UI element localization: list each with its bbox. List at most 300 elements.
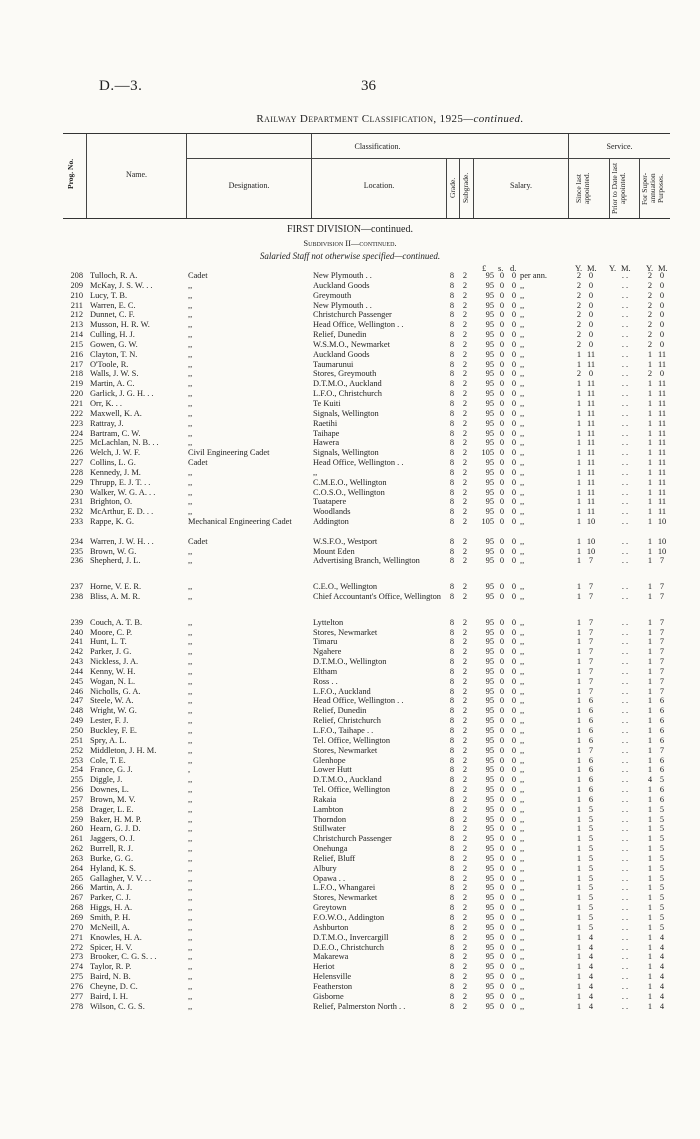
superannuation-years: 1 [647,592,653,601]
salary-pence: 0 [511,592,517,601]
salary-pounds: 95 [485,952,494,962]
subgrade: 2 [462,487,468,497]
col-classification: Classification. [354,142,401,151]
location: Lower Hutt [313,765,352,775]
superannuation-months: 6 [659,785,665,795]
table-row [0,962,700,972]
salary-pence: 0 [511,359,517,369]
salary-period: ,, [520,448,525,458]
subgrade: 2 [462,972,468,982]
subgrade: 2 [462,271,468,280]
prior-service-blank: . . [621,290,629,300]
location: Eltham [313,666,338,676]
superannuation-months: 6 [659,725,665,735]
salary-period: ,, [520,696,525,706]
service-months: 7 [588,637,594,647]
superannuation-years: 1 [647,556,653,566]
table-row [0,647,700,657]
salary-pounds: 95 [485,320,494,330]
table-row [0,824,700,834]
prog-number: 264 [70,863,83,873]
designation: ,, [188,657,193,667]
service-months: 10 [586,536,596,546]
prog-number: 250 [70,725,83,735]
service-years: 1 [576,962,582,972]
salary-period: ,, [520,310,525,320]
grade: 8 [449,775,455,785]
service-months: 5 [588,834,594,844]
salary-pence: 0 [511,853,517,863]
designation: ,, [188,932,193,942]
salary-pounds: 95 [485,477,494,487]
subgrade: 2 [462,290,468,300]
table-row [0,556,700,576]
superannuation-years: 1 [647,637,653,647]
service-years: 1 [576,556,582,566]
grade: 8 [449,942,455,952]
service-years: 1 [576,844,582,854]
salary-pence: 0 [511,582,517,592]
service-years: 2 [576,280,582,290]
running-title-suffix: —continued. [463,113,524,125]
col-prog-no: Prog. No. [66,158,75,190]
salary-period: ,, [520,497,525,507]
salary-pence: 0 [511,932,517,942]
superannuation-months: 7 [659,637,665,647]
superannuation-months: 5 [659,863,665,873]
salary-shillings: 0 [499,706,505,716]
prog-number: 212 [70,310,83,320]
prior-service-blank: . . [621,592,629,601]
service-years: 2 [576,290,582,300]
service-years: 1 [576,627,582,637]
superannuation-years: 1 [647,883,653,893]
table-row [0,706,700,716]
prog-number: 224 [70,428,83,438]
prog-number: 271 [70,932,83,942]
prior-service-blank: . . [621,794,629,804]
service-months: 11 [586,507,596,517]
superannuation-years: 1 [647,873,653,883]
subgrade: 2 [462,765,468,775]
salary-shillings: 0 [499,592,505,601]
salary-period: ,, [520,438,525,448]
salary-pence: 0 [511,863,517,873]
service-years: 1 [576,379,582,389]
designation: Cadet [188,271,208,280]
designation: ,, [188,942,193,952]
table-row [0,360,700,370]
designation: ,, [188,676,193,686]
prior-service-blank: . . [621,428,629,438]
designation: ,, [188,952,193,962]
staff-name: Spicer, H. V. [90,942,133,952]
salary-pounds: 95 [485,379,494,389]
prior-service-blank: . . [621,922,629,932]
table-row [0,785,700,795]
prior-service-blank: . . [621,844,629,854]
salary-period: ,, [520,300,525,310]
service-years: 1 [576,517,582,527]
superannuation-months: 7 [659,627,665,637]
superannuation-years: 1 [647,903,653,913]
grade: 8 [449,755,455,765]
salary-pounds: 95 [485,647,494,657]
salary-pounds: 95 [485,582,494,592]
designation: ,, [188,617,193,627]
staff-name: Downes, L. [90,785,129,795]
subgrade: 2 [462,637,468,647]
superannuation-years: 1 [647,666,653,676]
superannuation-years: 1 [647,804,653,814]
grade: 8 [449,582,455,592]
subgrade: 2 [462,725,468,735]
salary-shillings: 0 [499,666,505,676]
designation: ,, [188,834,193,844]
designation: ,, [188,477,193,487]
prog-number: 273 [70,952,83,962]
salary-pence: 0 [511,903,517,913]
location: Relief, Dunedin [313,706,367,716]
salary-shillings: 0 [499,765,505,775]
prior-service-blank: . . [621,804,629,814]
prior-service-blank: . . [621,981,629,991]
prog-number: 226 [70,448,83,458]
designation: ,, [188,962,193,972]
staff-name: Taylor, R. P. [90,962,132,972]
prior-service-blank: . . [621,517,629,527]
superannuation-months: 11 [657,497,667,507]
staff-name: Brown, M. V. [90,794,136,804]
location: Helensville [313,972,352,982]
grade: 8 [449,765,455,775]
salary-pence: 0 [511,991,517,1001]
prior-service-blank: . . [621,785,629,795]
grade: 8 [449,873,455,883]
superannuation-years: 1 [647,676,653,686]
location: Lyttelton [313,617,344,627]
subgrade: 2 [462,398,468,408]
salary-shillings: 0 [499,952,505,962]
designation: ,, [188,369,193,379]
subgrade: 2 [462,408,468,418]
location: Stores, Greymouth [313,369,377,379]
designation: ,, [188,310,193,320]
salary-pounds: 95 [485,853,494,863]
subgrade: 2 [462,428,468,438]
location: Head Office, Wellington . . [313,320,404,330]
prog-number: 272 [70,942,83,952]
salary-pounds: 95 [485,893,494,903]
staff-name: McKay, J. S. W. . . [90,280,153,290]
prog-number: 230 [70,487,83,497]
service-months: 5 [588,814,594,824]
superannuation-months: 7 [659,592,665,601]
service-years: 1 [576,725,582,735]
superannuation-years: 1 [647,716,653,726]
grade: 8 [449,290,455,300]
salary-pounds: 95 [485,844,494,854]
table-row [0,419,700,429]
table-row [0,992,700,1002]
table-row [0,399,700,409]
grade: 8 [449,913,455,922]
superannuation-years: 1 [647,844,653,854]
prog-number: 276 [70,981,83,991]
salary-pence: 0 [511,814,517,824]
salary-pounds: 95 [485,536,494,546]
service-months: 6 [588,794,594,804]
salary-pounds: 95 [485,627,494,637]
location: Auckland Goods [313,280,370,290]
salary-shillings: 0 [499,398,505,408]
staff-name: Wogan, N. L. [90,676,136,686]
superannuation-years: 4 [647,775,653,785]
prog-number: 219 [70,379,83,389]
superannuation-months: 5 [659,893,665,903]
grade: 8 [449,458,455,468]
subgrade: 2 [462,883,468,893]
table-row [0,716,700,726]
staff-name: Brown, W. G. [90,546,137,556]
salary-pounds: 95 [485,467,494,477]
service-months: 11 [586,418,596,428]
service-years: 1 [576,617,582,627]
salary-shillings: 0 [499,893,505,903]
unit-months-1: M. [587,263,597,273]
prog-number: 244 [70,666,83,676]
prior-service-blank: . . [621,863,629,873]
superannuation-years: 2 [647,280,653,290]
grade: 8 [449,487,455,497]
service-months: 4 [588,972,594,982]
location: Christchurch Passenger [313,310,392,320]
table-row [0,478,700,488]
salary-pence: 0 [511,379,517,389]
salary-period: ,, [520,755,525,765]
salary-period: ,, [520,844,525,854]
table-row [0,291,700,301]
subgrade: 2 [462,853,468,863]
salary-period: ,, [520,676,525,686]
subgrade: 2 [462,592,468,601]
staff-name: Gowen, G. W. [90,339,138,349]
superannuation-years: 1 [647,657,653,667]
service-years: 1 [576,398,582,408]
superannuation-years: 1 [647,942,653,952]
designation: ,, [188,893,193,903]
table-row [0,726,700,736]
superannuation-months: 5 [659,824,665,834]
designation: ,, [188,785,193,795]
prior-service-blank: . . [621,280,629,290]
subgrade: 2 [462,330,468,340]
service-months: 6 [588,706,594,716]
staff-name: Tulloch, R. A. [90,271,138,280]
salary-pence: 0 [511,735,517,745]
salary-pence: 0 [511,716,517,726]
location: Raetihi [313,418,338,428]
service-years: 1 [576,477,582,487]
designation: ,, [188,379,193,389]
prog-number: 262 [70,844,83,854]
prior-service-blank: . . [621,903,629,913]
prior-service-blank: . . [621,507,629,517]
service-years: 1 [576,696,582,706]
location: Mount Eden [313,546,355,556]
designation: ,, [188,592,193,601]
salary-pounds: 95 [485,755,494,765]
location: F.O.W.O., Addington [313,913,385,922]
prog-number: 225 [70,438,83,448]
grade: 8 [449,952,455,962]
superannuation-years: 1 [647,627,653,637]
service-months: 7 [588,676,594,686]
subgrade: 2 [462,448,468,458]
prior-service-blank: . . [621,706,629,716]
prog-number: 209 [70,280,83,290]
salary-pence: 0 [511,418,517,428]
table-row [0,815,700,825]
salary-period: ,, [520,330,525,340]
service-years: 1 [576,359,582,369]
designation: ,, [188,922,193,932]
location: Gisborne [313,991,344,1001]
salary-pence: 0 [511,290,517,300]
col-prior-to: Prior to Date last appointed. [610,162,627,215]
salary-pounds: 95 [485,546,494,556]
superannuation-months: 0 [659,339,665,349]
salary-pence: 0 [511,637,517,647]
salary-pounds: 95 [485,657,494,667]
salary-shillings: 0 [499,487,505,497]
prog-number: 256 [70,785,83,795]
subgrade: 2 [462,582,468,592]
superannuation-years: 1 [647,922,653,932]
table-row [0,618,700,628]
staff-name: Walls, J. W. S. [90,369,139,379]
location: Stores, Newmarket [313,893,378,903]
salary-shillings: 0 [499,972,505,982]
subgrade: 2 [462,981,468,991]
salary-pence: 0 [511,696,517,706]
prog-number: 237 [70,582,83,592]
salary-shillings: 0 [499,310,505,320]
salary-pounds: 95 [485,1001,494,1011]
salary-shillings: 0 [499,913,505,922]
superannuation-months: 11 [657,507,667,517]
superannuation-years: 1 [647,863,653,873]
superannuation-years: 1 [647,438,653,448]
staff-name: Rattray, J. [90,418,124,428]
table-row [0,864,700,874]
service-years: 1 [576,981,582,991]
service-months: 5 [588,893,594,903]
staff-name: Parker, J. G. [90,647,132,657]
staff-name: Smith, P. H. [90,913,131,922]
col-name: Name. [125,170,148,179]
salary-pence: 0 [511,556,517,566]
salary-period: ,, [520,536,525,546]
prog-number: 236 [70,556,83,566]
prior-service-blank: . . [621,477,629,487]
location: Signals, Wellington [313,448,379,458]
staff-name: Drager, L. E. [90,804,134,814]
prior-service-blank: . . [621,834,629,844]
location: L.F.O., Whangarei [313,883,376,893]
service-months: 4 [588,962,594,972]
superannuation-years: 2 [647,330,653,340]
superannuation-months: 10 [657,546,667,556]
table-row [0,696,700,706]
location: Ross . . [313,676,338,686]
prior-service-blank: . . [621,991,629,1001]
salary-pence: 0 [511,725,517,735]
prog-number: 277 [70,991,83,1001]
service-months: 11 [586,438,596,448]
salary-period: ,, [520,775,525,785]
superannuation-months: 5 [659,903,665,913]
superannuation-years: 1 [647,349,653,359]
service-years: 1 [576,785,582,795]
grade: 8 [449,932,455,942]
subgrade: 2 [462,1001,468,1011]
table-row [0,497,700,507]
staff-name: Garlick, J. G. H. . . [90,389,154,399]
location: Ashburton [313,922,349,932]
superannuation-months: 6 [659,706,665,716]
location: Taihape [313,428,340,438]
service-months: 7 [588,745,594,755]
staff-name: Higgs, H. A. [90,903,133,913]
salary-pence: 0 [511,617,517,627]
service-years: 1 [576,853,582,863]
superannuation-months: 11 [657,487,667,497]
designation: ,, [188,863,193,873]
salary-shillings: 0 [499,962,505,972]
grade: 8 [449,962,455,972]
staff-name: Bliss, A. M. R. [90,592,141,601]
prog-number: 268 [70,903,83,913]
prior-service-blank: . . [621,349,629,359]
salary-pounds: 95 [485,487,494,497]
grade: 8 [449,696,455,706]
superannuation-years: 1 [647,458,653,468]
designation: ,, [188,582,193,592]
superannuation-months: 7 [659,556,665,566]
superannuation-years: 1 [647,517,653,527]
superannuation-months: 0 [659,300,665,310]
prog-number: 275 [70,972,83,982]
superannuation-years: 1 [647,794,653,804]
service-years: 1 [576,716,582,726]
salary-period: ,, [520,853,525,863]
designation: ,, [188,883,193,893]
prior-service-blank: . . [621,913,629,922]
superannuation-years: 1 [647,507,653,517]
staff-name: O'Toole, R. [90,359,129,369]
prior-service-blank: . . [621,775,629,785]
superannuation-months: 11 [657,438,667,448]
salary-pounds: 95 [485,991,494,1001]
location: Glenhope [313,755,346,765]
prog-number: 263 [70,853,83,863]
prior-service-blank: . . [621,932,629,942]
salary-period: ,, [520,428,525,438]
salary-pounds: 95 [485,745,494,755]
salary-shillings: 0 [499,637,505,647]
table-row [0,982,700,992]
